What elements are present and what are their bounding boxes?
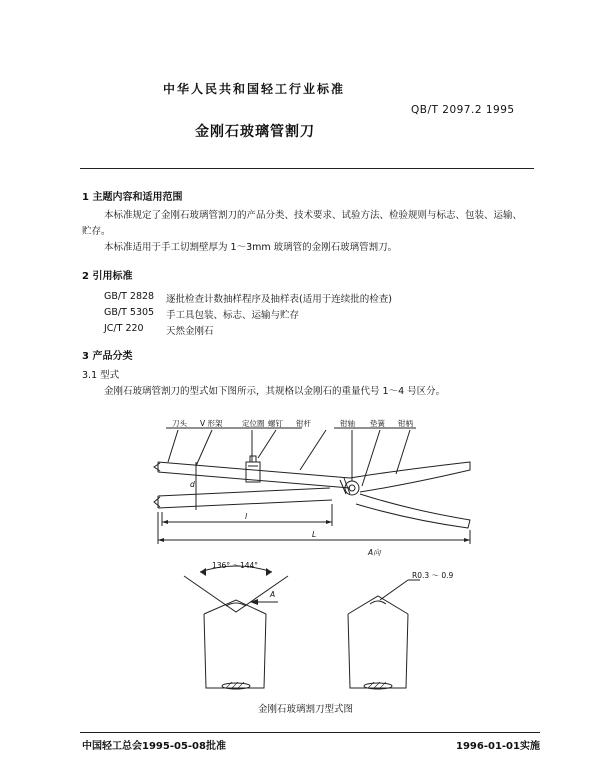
ref-3-title: 天然金刚石 [166, 326, 214, 337]
ref-2-code: GB/T 5305 [104, 307, 155, 318]
figure-caption: 金刚石玻璃割刀型式图 [258, 704, 354, 715]
document-title: 金刚石玻璃管割刀 [195, 124, 315, 140]
section-1-heading: 1 主题内容和适用范围 [82, 192, 183, 203]
label-clamp-rod: 钳杆 [296, 419, 311, 428]
dimension-d: d [190, 480, 195, 489]
section-2-heading: 2 引用标准 [82, 271, 133, 282]
label-screw: 螺钉 [268, 419, 283, 428]
section-1-para-2: 本标准适用于手工切割壁厚为 1～3mm 玻璃管的金刚石玻璃管割刀。 [104, 242, 398, 253]
view-a-label: A向 [368, 548, 381, 557]
label-spring: 垫簧 [370, 419, 385, 428]
standard-code: QB/T 2097.2 1995 [411, 104, 515, 116]
angle-label: 136° ～144° [212, 561, 259, 570]
ref-3-code: JC/T 220 [104, 323, 144, 334]
section-3-1-heading: 3.1 型式 [82, 370, 120, 381]
section-3-heading: 3 产品分类 [82, 351, 133, 362]
section-3-1-text: 金刚石玻璃管割刀的型式如下图所示，其规格以金刚石的重量代号 1～4 号区分。 [104, 386, 446, 397]
label-pliers-shaft: 钳轴 [340, 419, 355, 428]
ref-1-code: GB/T 2828 [104, 291, 155, 302]
label-locating-ring: 定位圈 [242, 419, 265, 428]
section-1-para-1-line-2: 贮存。 [82, 226, 111, 237]
ref-1-title: 逐批检查计数抽样程序及抽样表(适用于连续批的检查) [166, 294, 392, 305]
label-pliers-handle: 钳柄 [398, 419, 413, 428]
approval-date: 中国轻工总会1995-05-08批准 [82, 741, 226, 752]
footer-rule [80, 732, 540, 733]
radius-label: R0.3 ～ 0.9 [412, 571, 454, 580]
arrow-a-label: A [270, 590, 276, 599]
effective-date: 1996-01-01实施 [456, 741, 540, 752]
ref-2-title: 手工具包装、标志、运输与贮存 [166, 310, 300, 321]
label-blade-head: 刀头 [172, 419, 187, 428]
industry-standard-heading: 中华人民共和国轻工行业标准 [163, 82, 346, 96]
dimension-L: L [312, 530, 317, 539]
dimension-l: l [245, 512, 248, 521]
label-v-frame: V 形架 [200, 419, 223, 428]
section-1-para-1-line-1: 本标准规定了金刚石玻璃管割刀的产品分类、技术要求、试验方法、检验规则与标志、包装、运输、 [104, 210, 523, 221]
